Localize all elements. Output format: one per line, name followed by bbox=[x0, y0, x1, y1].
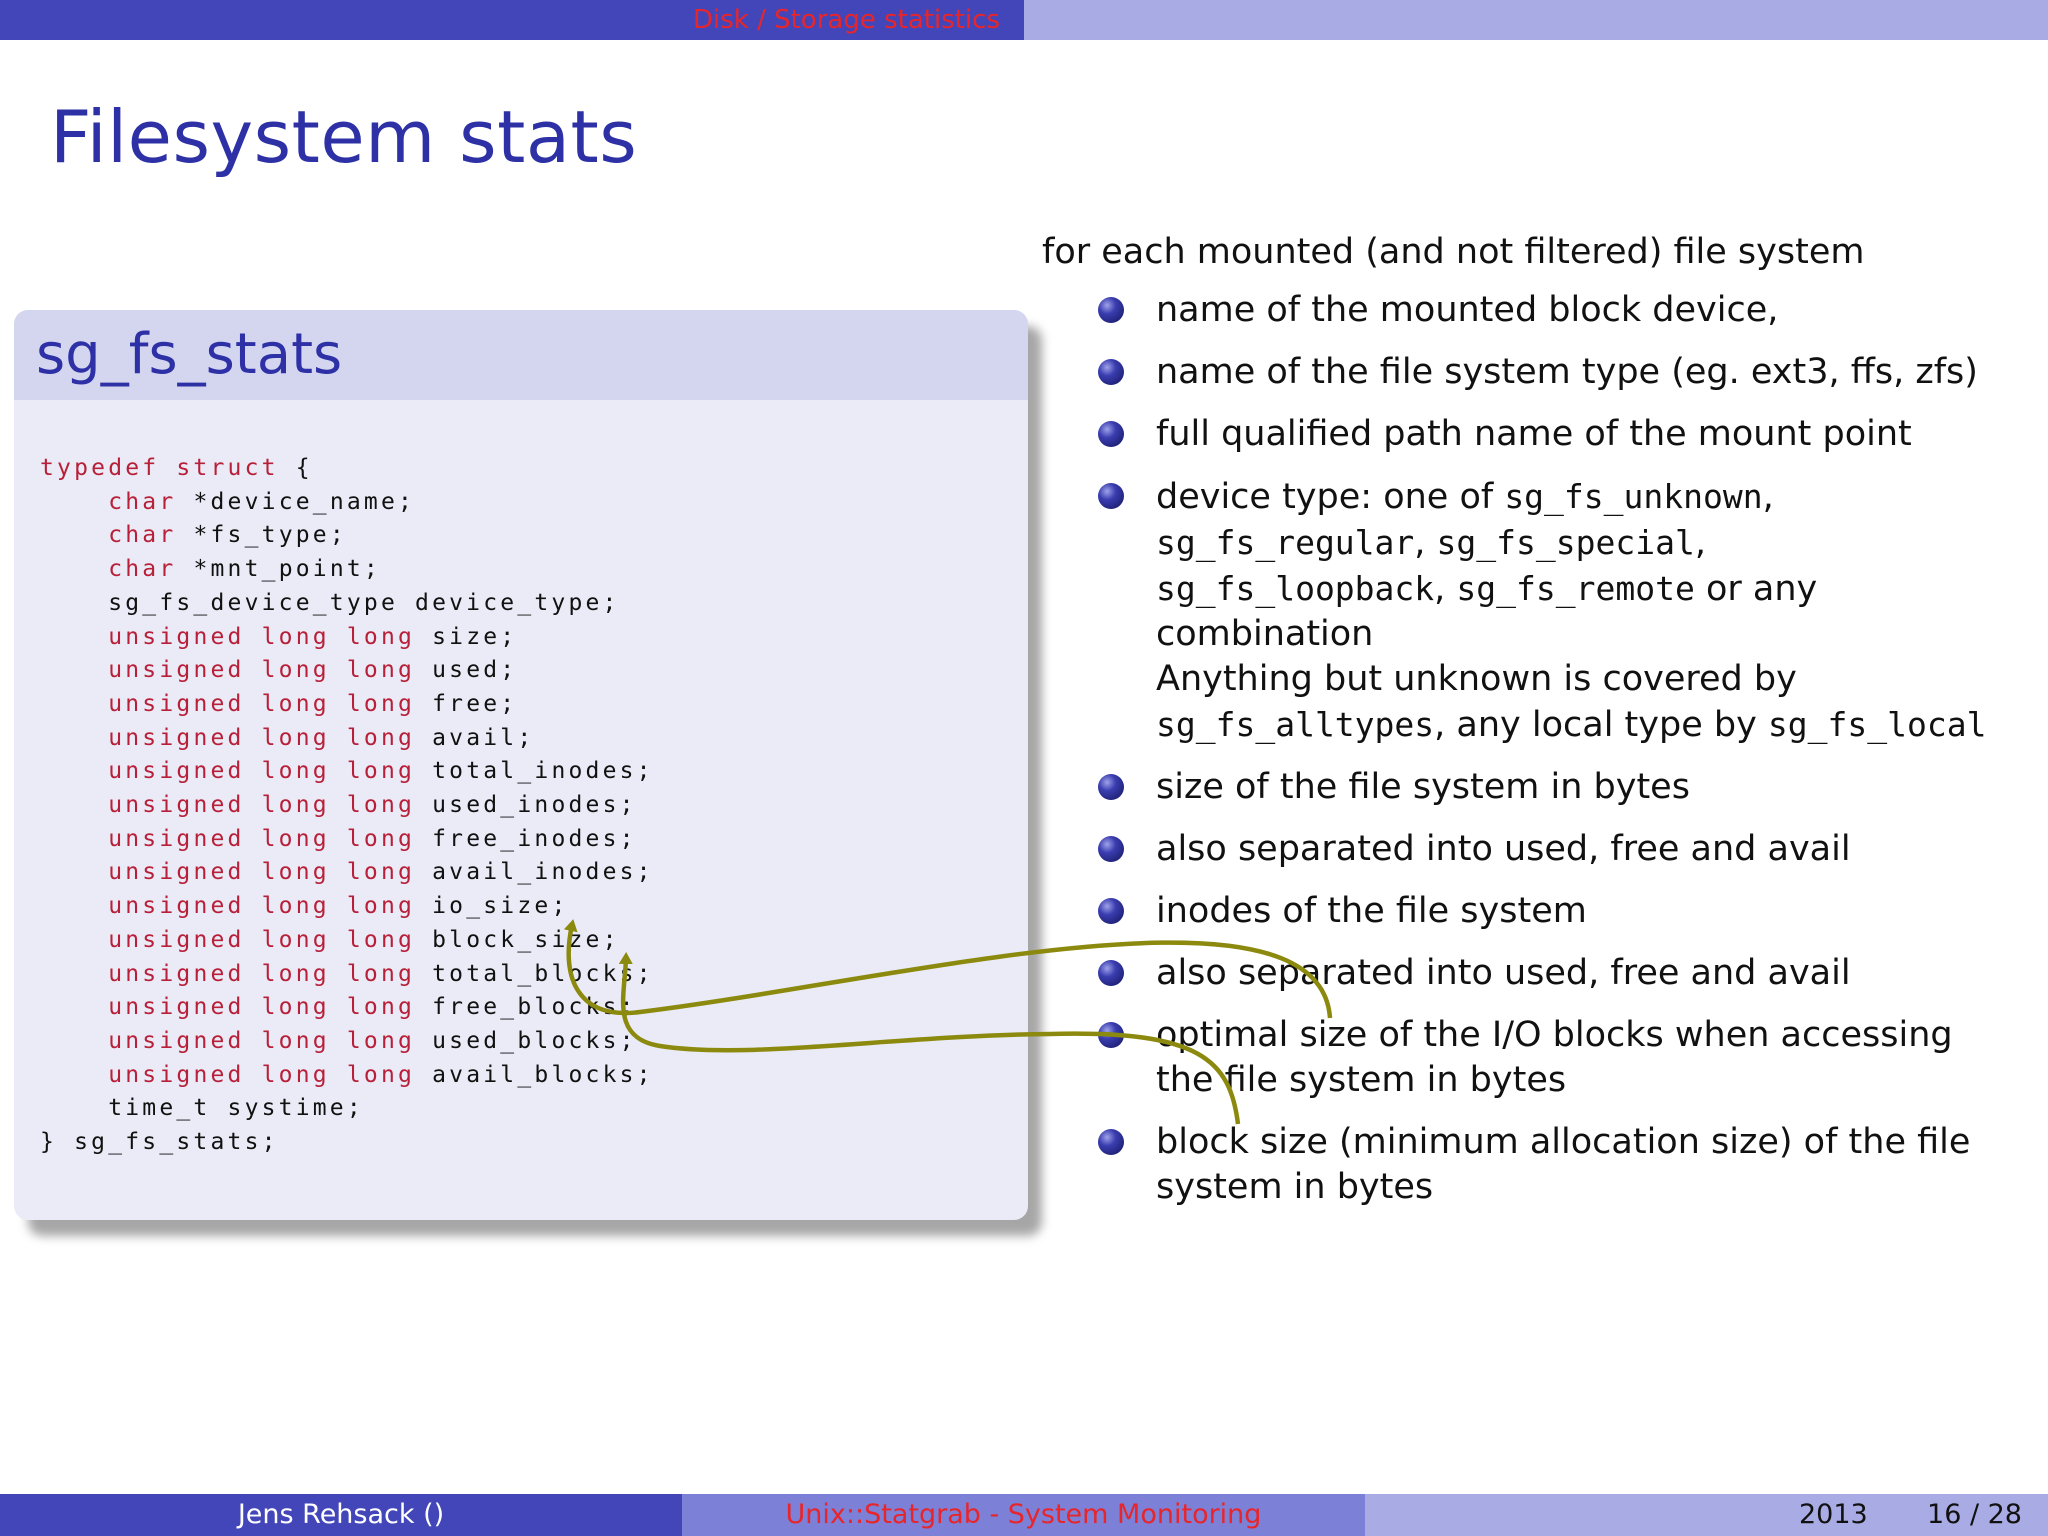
inline-code: sg_fs_regular bbox=[1156, 523, 1415, 562]
inline-code: sg_fs_unknown bbox=[1504, 477, 1763, 516]
code-text bbox=[40, 725, 108, 751]
code-keyword: unsigned long long bbox=[108, 859, 416, 886]
code-keyword: unsigned long long bbox=[108, 825, 416, 852]
list-item bbox=[1098, 474, 2038, 748]
code-text: sg_fs_device_type device_type; bbox=[40, 589, 620, 616]
item-text: device type: one of bbox=[1156, 477, 1505, 517]
code-keyword: unsigned long long bbox=[108, 1061, 416, 1088]
list-item bbox=[1098, 827, 2038, 872]
code-text bbox=[40, 489, 108, 515]
code-keyword: unsigned long long bbox=[108, 926, 416, 953]
list-item bbox=[1098, 1013, 2038, 1103]
code-text: used_inodes; bbox=[415, 792, 637, 819]
item-text: also separated into used, free and avail bbox=[1156, 829, 1851, 869]
code-block bbox=[14, 310, 1028, 1220]
code-keyword: typedef struct bbox=[40, 455, 279, 481]
code-text: { bbox=[278, 455, 313, 481]
inline-code: sg_fs_remote bbox=[1456, 569, 1695, 608]
bullet-icon bbox=[1098, 960, 1124, 986]
code-keyword: char bbox=[108, 488, 177, 515]
code-line bbox=[40, 519, 654, 553]
code-line bbox=[40, 924, 654, 958]
code-text: *device_name; bbox=[176, 488, 416, 515]
code-text: free; bbox=[415, 690, 518, 717]
code-keyword: unsigned long long bbox=[108, 893, 416, 920]
code-keyword: unsigned long long bbox=[108, 623, 416, 650]
header-right bbox=[1024, 0, 2048, 40]
item-text: , bbox=[1762, 477, 1774, 517]
item-text: Anything but unknown is covered by bbox=[1156, 659, 1797, 699]
list-item bbox=[1098, 889, 2038, 934]
code-line bbox=[40, 654, 654, 688]
bullet-icon bbox=[1098, 359, 1124, 385]
code-text bbox=[40, 556, 108, 582]
item-text: system in bytes bbox=[1156, 1167, 1434, 1207]
code-text bbox=[40, 624, 108, 650]
item-text: , any local type by bbox=[1434, 705, 1768, 745]
code-line bbox=[40, 890, 654, 924]
code-line bbox=[40, 958, 654, 992]
code-keyword: unsigned long long bbox=[108, 657, 416, 684]
code-line bbox=[40, 1059, 654, 1093]
code-text: time_t systime; bbox=[40, 1095, 364, 1122]
struct-code bbox=[40, 452, 654, 1160]
item-text: also separated into used, free and avail bbox=[1156, 953, 1851, 993]
inline-code: sg_fs_special bbox=[1436, 523, 1695, 562]
header-bar bbox=[0, 0, 2048, 40]
footer-bar bbox=[0, 1494, 2048, 1536]
code-text: io_size; bbox=[415, 893, 569, 920]
code-keyword: unsigned long long bbox=[108, 724, 416, 751]
code-line bbox=[40, 553, 654, 587]
code-text: free_blocks; bbox=[415, 994, 637, 1021]
code-text bbox=[40, 893, 108, 919]
list-item bbox=[1098, 288, 2038, 333]
bullet-icon bbox=[1098, 421, 1124, 447]
code-text: *mnt_point; bbox=[176, 556, 381, 583]
bullet-icon bbox=[1098, 1022, 1124, 1048]
slide-title: Filesystem stats bbox=[50, 95, 638, 179]
code-text: avail_blocks; bbox=[415, 1061, 654, 1088]
code-line bbox=[40, 789, 654, 823]
code-line bbox=[40, 856, 654, 890]
code-keyword: char bbox=[108, 522, 177, 549]
code-text: avail_inodes; bbox=[415, 859, 654, 886]
code-text bbox=[40, 826, 108, 852]
bullet-icon bbox=[1098, 483, 1124, 509]
code-keyword: unsigned long long bbox=[108, 960, 416, 987]
code-line bbox=[40, 1025, 654, 1059]
bullet-icon bbox=[1098, 1129, 1124, 1155]
bullet-icon bbox=[1098, 836, 1124, 862]
item-text: name of the mounted block device, bbox=[1156, 290, 1779, 330]
code-text bbox=[40, 859, 108, 885]
code-keyword: unsigned long long bbox=[108, 994, 416, 1021]
code-keyword: unsigned long long bbox=[108, 792, 416, 819]
code-text: } sg_fs_stats; bbox=[40, 1129, 279, 1156]
item-text: the file system in bytes bbox=[1156, 1060, 1567, 1100]
list-item bbox=[1098, 412, 2038, 457]
code-keyword: unsigned long long bbox=[108, 1027, 416, 1054]
page-number: 16 / 28 bbox=[1927, 1499, 2022, 1530]
code-text bbox=[40, 1062, 108, 1088]
inline-code: sg_fs_local bbox=[1767, 705, 1987, 744]
code-keyword: char bbox=[108, 556, 177, 583]
item-text: name of the file system type (eg. ext3, ffs, zfs) bbox=[1156, 352, 1978, 392]
code-line bbox=[40, 1092, 654, 1126]
header-left bbox=[0, 0, 1024, 40]
code-text bbox=[40, 657, 108, 683]
footer-talk-title[interactable]: Unix::Statgrab - System Monitoring bbox=[682, 1494, 1365, 1536]
code-text: avail; bbox=[415, 724, 535, 751]
code-line bbox=[40, 823, 654, 857]
list-item bbox=[1098, 1120, 2038, 1210]
code-keyword: unsigned long long bbox=[108, 690, 416, 717]
code-line bbox=[40, 587, 654, 621]
section-title[interactable]: Disk / Storage statistics bbox=[692, 5, 1000, 35]
code-text: used; bbox=[415, 657, 518, 684]
code-text bbox=[40, 1028, 108, 1054]
code-text bbox=[40, 691, 108, 717]
bullet-icon bbox=[1098, 774, 1124, 800]
item-text: , bbox=[1694, 523, 1706, 563]
code-line bbox=[40, 722, 654, 756]
item-text: size of the file system in bytes bbox=[1156, 767, 1690, 807]
code-text bbox=[40, 792, 108, 818]
code-line bbox=[40, 688, 654, 722]
code-keyword: unsigned long long bbox=[108, 758, 416, 785]
code-text: size; bbox=[415, 623, 518, 650]
code-text: total_inodes; bbox=[415, 758, 654, 785]
code-text bbox=[40, 522, 108, 548]
bullet-icon bbox=[1098, 297, 1124, 323]
item-text: block size (minimum allocation size) of the file bbox=[1156, 1122, 1971, 1162]
bullet-list bbox=[1098, 288, 2038, 1227]
footer-meta bbox=[1365, 1494, 2048, 1536]
item-text: inodes of the file system bbox=[1156, 891, 1587, 931]
item-text: , bbox=[1434, 569, 1457, 609]
item-text: combination bbox=[1156, 614, 1374, 654]
code-block-title: sg_fs_stats bbox=[14, 310, 1028, 400]
list-item bbox=[1098, 350, 2038, 395]
footer-year: 2013 bbox=[1799, 1499, 1868, 1530]
inline-code: sg_fs_loopback bbox=[1156, 569, 1435, 608]
inline-code: sg_fs_alltypes bbox=[1156, 705, 1435, 744]
item-text: optimal size of the I/O blocks when accessing bbox=[1156, 1015, 1953, 1055]
code-text bbox=[40, 994, 108, 1020]
list-item bbox=[1098, 951, 2038, 996]
item-text: or any bbox=[1694, 569, 1818, 609]
footer-author: Jens Rehsack () bbox=[0, 1494, 682, 1536]
code-text: *fs_type; bbox=[176, 522, 347, 549]
code-text bbox=[40, 927, 108, 953]
code-line bbox=[40, 486, 654, 520]
code-text: total_blocks; bbox=[415, 960, 654, 987]
bullet-icon bbox=[1098, 898, 1124, 924]
code-line bbox=[40, 755, 654, 789]
code-text: free_inodes; bbox=[415, 825, 637, 852]
code-line bbox=[40, 991, 654, 1025]
code-text bbox=[40, 961, 108, 987]
item-text: , bbox=[1414, 523, 1437, 563]
code-text: used_blocks; bbox=[415, 1027, 637, 1054]
code-line bbox=[40, 1126, 654, 1160]
code-line bbox=[40, 452, 654, 486]
code-text: block_size; bbox=[415, 926, 620, 953]
item-text: full qualified path name of the mount point bbox=[1156, 414, 1912, 454]
list-item bbox=[1098, 765, 2038, 810]
code-text bbox=[40, 758, 108, 784]
intro-text: for each mounted (and not filtered) file system bbox=[1042, 232, 1865, 272]
code-line bbox=[40, 621, 654, 655]
